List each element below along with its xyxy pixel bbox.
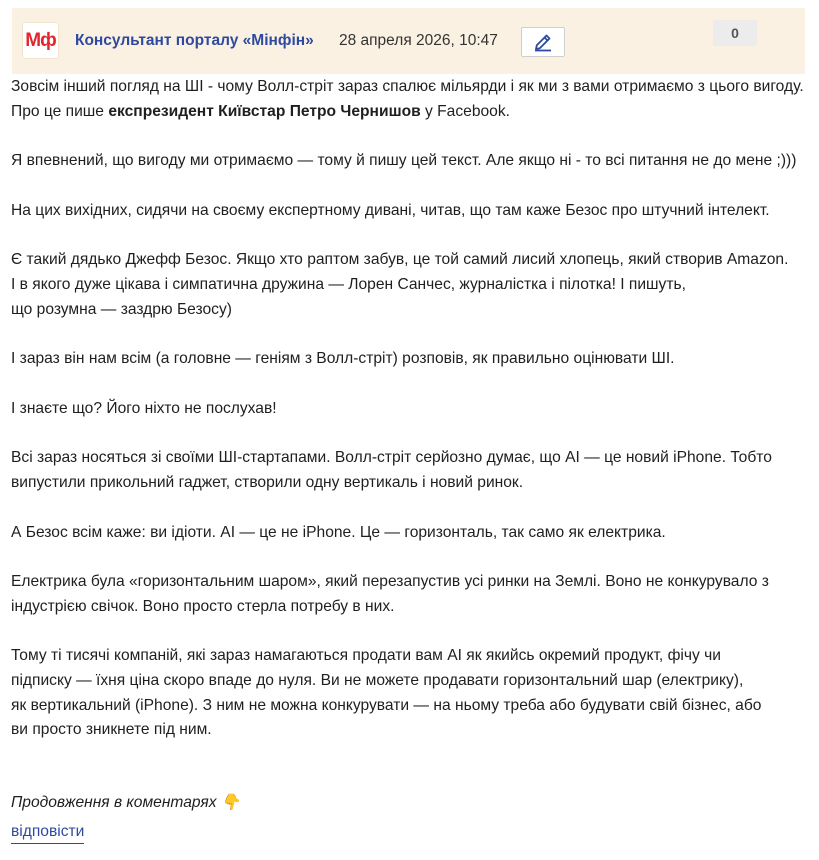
reply-link[interactable]: відповісти xyxy=(11,823,84,844)
edit-button[interactable] xyxy=(521,27,565,57)
bold-text: експрезидент Київстар Петро Чернишов xyxy=(108,102,421,120)
post-date: 28 апреля 2026, 10:47 xyxy=(339,32,498,49)
continuation-note: Продовження в коментарях 👇 xyxy=(11,794,241,811)
paragraph-text: у Facebook. xyxy=(420,102,510,120)
post-header xyxy=(12,8,805,74)
paragraph-line: як вертикальний (iPhone). З ним не можна конкурувати — на ньому треба або будувати свій бізнес, або xyxy=(11,696,762,714)
paragraph: І знаєте що? Його ніхто не послухав! xyxy=(11,399,277,417)
paragraph xyxy=(11,644,811,742)
paragraph: І зараз він нам всім (а головне — геніям з Волл-стріт) розповів, як правильно оцінювати ШІ. xyxy=(11,350,675,368)
pencil-icon xyxy=(533,32,553,52)
paragraph-text: Зовсім інший погляд на ШІ - чому Волл-стріт зараз спалює мільярди і як ми з вами отримаємо з цього вигоду. Про це пише xyxy=(11,78,804,120)
paragraph: Електрика була «горизонтальним шаром», який перезапустив усі ринки на Землі. Воно не конкурувало з індустрією свічок. Воно просто стерла потребу в них. xyxy=(11,573,769,615)
paragraph xyxy=(11,248,811,322)
paragraph: Я впевнений, що вигоду ми отримаємо — тому й пишу цей текст. Але якщо ні - то всі питання не до мене ;))) xyxy=(11,152,797,170)
paragraph-line: ви просто зникнете під ним. xyxy=(11,721,212,739)
paragraph-line: І в якого дуже цікава і симпатична дружина — Лорен Санчес, журналістка і пілотка! І пишуть, xyxy=(11,275,686,293)
post-body xyxy=(11,75,811,743)
paragraph: На цих вихідних, сидячи на своєму експертному дивані, читав, що там каже Безос про штучний інтелект. xyxy=(11,201,770,219)
paragraph: Всі зараз носяться зі своїми ШІ-стартапами. Волл-стріт серйозно думає, що AI — це новий iPhone. Тобто випустили прикольний гаджет, створили одну вертикаль і новий ринок. xyxy=(11,449,772,491)
paragraph-line: Тому ті тисячі компаній, які зараз намагаються продати вам AI як якийсь окремий продукт, фічу чи xyxy=(11,647,721,665)
reply-counter-badge: 0 xyxy=(713,20,757,46)
paragraph: А Безос всім каже: ви ідіоти. AI — це не iPhone. Це — горизонталь, так само як електрика. xyxy=(11,523,666,541)
author-link[interactable]: Консультант порталу «Мінфін» xyxy=(75,32,314,49)
paragraph xyxy=(11,75,811,124)
avatar[interactable] xyxy=(23,23,58,58)
avatar-logo-text: Мф xyxy=(25,29,56,51)
paragraph-line: що розумна — заздрю Безосу) xyxy=(11,300,232,318)
paragraph-line: Є такий дядько Джефф Безос. Якщо хто раптом забув, це той самий лисий хлопець, який створив Amazon. xyxy=(11,251,789,269)
paragraph-line: підписку — їхня ціна скоро впаде до нуля. Ви не можете продавати горизонтальний шар (електрику), xyxy=(11,671,744,689)
